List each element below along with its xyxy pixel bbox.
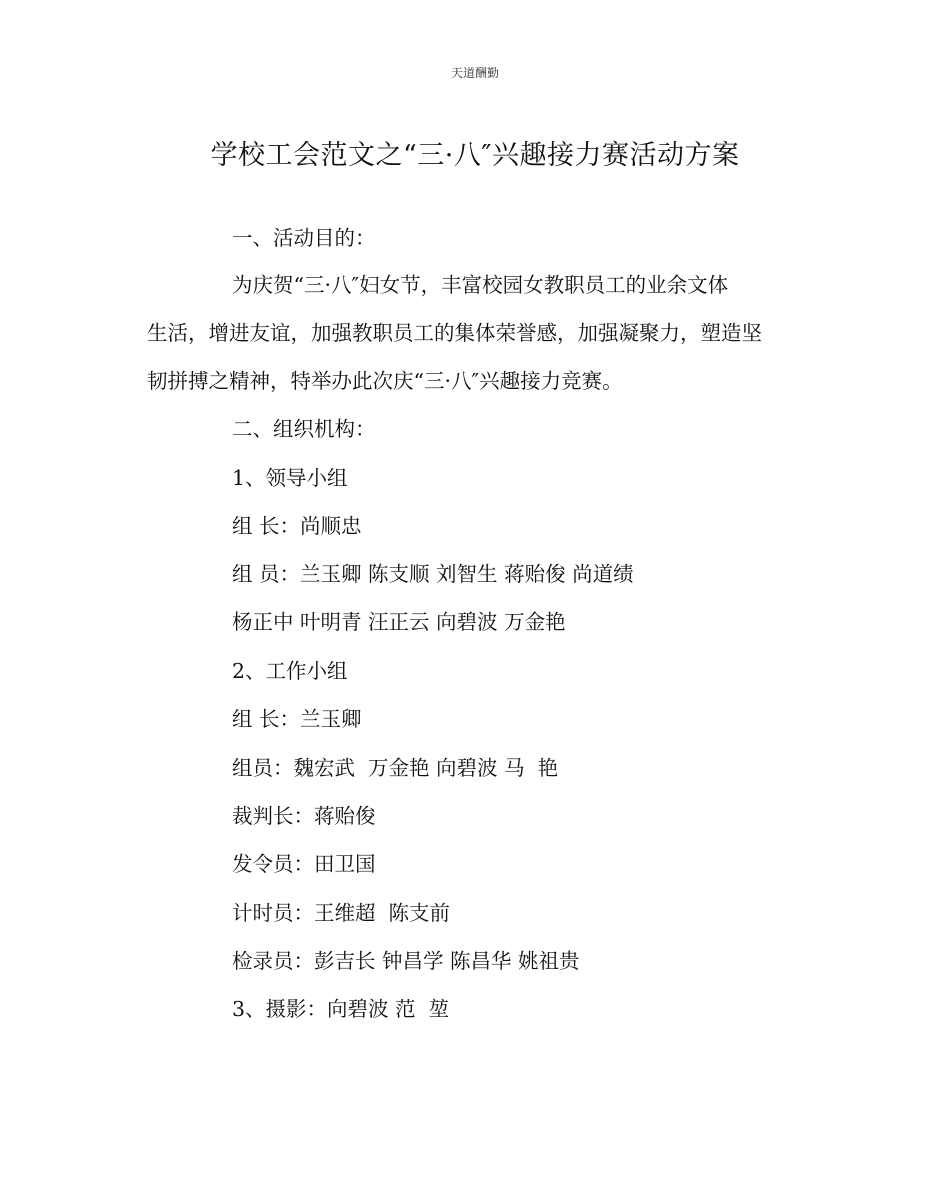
inspectors: 检录员：彭吉长 钟昌学 陈昌华 姚祖贵 (232, 949, 580, 973)
work-group-leader: 组 长：兰玉卿 (232, 707, 362, 731)
paragraph-line: 为庆贺“三·八″妇女节，丰富校园女教职员工的业余文体 (232, 273, 729, 297)
paragraph-line: 生活，增进友谊，加强教职员工的集体荣誉感，加强凝聚力，塑造坚 (147, 321, 762, 345)
starter: 发令员：田卫国 (232, 852, 376, 876)
timekeepers: 计时员：王维超 陈支前 (232, 901, 451, 925)
subheading-work-group: 2、工作小组 (232, 659, 348, 683)
document-title: 学校工会范文之“三·八″兴趣接力赛活动方案 (210, 140, 740, 171)
section-heading-organization: 二、组织机构： (232, 417, 376, 441)
page-header: 天道酬勤 (450, 66, 499, 80)
paragraph-line: 韧拼搏之精神，特举办此次庆“三·八″兴趣接力竞赛。 (147, 369, 623, 393)
photography: 3、摄影：向碧波 范 堃 (232, 997, 450, 1021)
work-group-members: 组员：魏宏武 万金艳 向碧波 马 艳 (232, 756, 559, 780)
leadership-members: 组 员：兰玉卿 陈支顺 刘智生 蒋贻俊 尚道绩 (232, 562, 634, 586)
chief-referee: 裁判长：蒋贻俊 (232, 804, 376, 828)
section-heading-purpose: 一、活动目的： (232, 226, 376, 250)
leadership-members-continued: 杨正中 叶明青 汪正云 向碧波 万金艳 (232, 610, 566, 634)
leadership-leader: 组 长：尚顺忠 (232, 514, 362, 538)
subheading-leadership-group: 1、领导小组 (232, 466, 348, 490)
